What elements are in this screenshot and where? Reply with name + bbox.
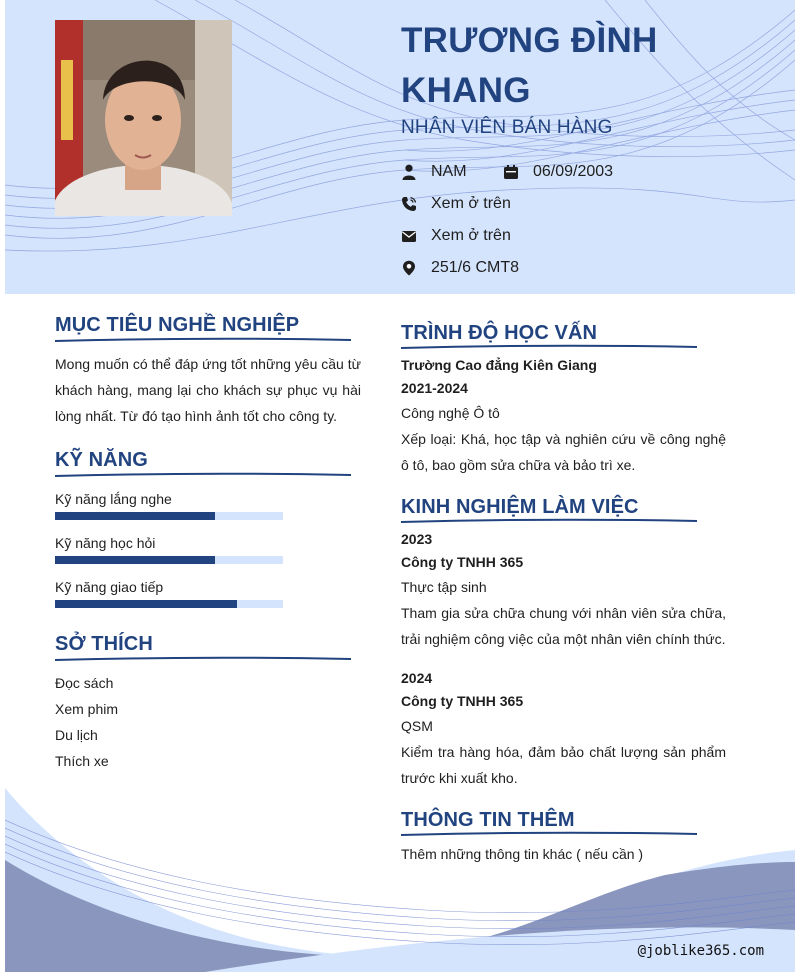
hobby-item: Du lịch bbox=[55, 727, 98, 743]
skill-bar-fill bbox=[55, 600, 237, 608]
hobby-item: Đọc sách bbox=[55, 675, 114, 691]
job-title: NHÂN VIÊN BÁN HÀNG bbox=[401, 117, 613, 138]
phone-row bbox=[401, 193, 511, 215]
objective-text: Mong muốn có thể đáp ứng tốt những yêu cầu từ khách hàng, mang lại cho khách sự phục vụ hài lòng nhất. Từ đó tạo hình ảnh tốt cho công ty. bbox=[55, 356, 361, 424]
phone-icon bbox=[401, 193, 423, 215]
education-title: TRÌNH ĐỘ HỌC VẤN bbox=[401, 322, 598, 344]
objective-title: MỤC TIÊU NGHỀ NGHIỆP bbox=[55, 314, 300, 336]
envelope-icon bbox=[401, 225, 423, 247]
skill-bar-fill bbox=[55, 512, 215, 520]
person-icon bbox=[401, 161, 423, 183]
skills-title: KỸ NĂNG bbox=[55, 449, 148, 471]
hobby-item: Thích xe bbox=[55, 753, 109, 769]
education-underline bbox=[401, 343, 697, 351]
experience-position: QSM bbox=[401, 718, 433, 734]
education-description: Xếp loại: Khá, học tập và nghiên cứu về công nghệ ô tô, bao gồm sửa chữa và bảo trì xe. bbox=[401, 431, 726, 473]
hobbies-title: SỞ THÍCH bbox=[55, 633, 153, 655]
experience-year: 2023 bbox=[401, 531, 433, 547]
cv-page bbox=[5, 0, 795, 972]
profile-photo bbox=[55, 20, 232, 216]
skill-bar-fill bbox=[55, 556, 215, 564]
additional-text: Thêm những thông tin khác ( nếu cần ) bbox=[401, 846, 644, 862]
skill-bar bbox=[55, 556, 283, 564]
experience-year: 2024 bbox=[401, 670, 433, 686]
hobby-item: Xem phim bbox=[55, 701, 119, 717]
experience-position: Thực tập sinh bbox=[401, 579, 487, 595]
education-years: 2021-2024 bbox=[401, 380, 468, 396]
calendar-icon bbox=[503, 161, 525, 183]
full-name: TRƯƠNG ĐÌNH KHANG bbox=[401, 21, 658, 110]
hobbies-underline bbox=[55, 655, 351, 663]
skill-bar bbox=[55, 600, 283, 608]
experience-company: Công ty TNHH 365 bbox=[401, 554, 524, 570]
dob-value: 06/09/2003 bbox=[533, 163, 614, 180]
gender-row bbox=[401, 161, 467, 183]
skill-label: Kỹ năng giao tiếp bbox=[55, 579, 164, 595]
email-value: Xem ở trên bbox=[431, 227, 511, 244]
education-school: Trường Cao đẳng Kiên Giang bbox=[401, 357, 597, 373]
additional-title: THÔNG TIN THÊM bbox=[401, 809, 575, 831]
location-pin-icon bbox=[401, 257, 423, 279]
education-major: Công nghệ Ô tô bbox=[401, 405, 500, 421]
phone-value: Xem ở trên bbox=[431, 195, 511, 212]
skills-underline bbox=[55, 471, 351, 479]
experience-description: Tham gia sửa chữa chung với nhân viên sửa chữa, trải nghiệm công việc của một nhân viên chính thức. bbox=[401, 605, 726, 647]
address-row bbox=[401, 257, 519, 279]
address-value: 251/6 CMT8 bbox=[431, 259, 520, 276]
watermark-text: @joblike365.com bbox=[637, 943, 764, 959]
skill-label: Kỹ năng lắng nghe bbox=[55, 491, 172, 507]
objective-underline bbox=[55, 336, 351, 344]
experience-description: Kiểm tra hàng hóa, đảm bảo chất lượng sản phẩm trước khi xuất kho. bbox=[401, 744, 726, 786]
gender-value: NAM bbox=[431, 163, 467, 180]
experience-title: KINH NGHIỆM LÀM VIỆC bbox=[401, 496, 639, 518]
email-row bbox=[401, 225, 511, 247]
skill-bar bbox=[55, 512, 283, 520]
dob-row bbox=[503, 161, 613, 183]
experience-company: Công ty TNHH 365 bbox=[401, 693, 524, 709]
skill-label: Kỹ năng học hỏi bbox=[55, 535, 156, 551]
additional-underline bbox=[401, 830, 697, 838]
experience-underline bbox=[401, 517, 697, 525]
